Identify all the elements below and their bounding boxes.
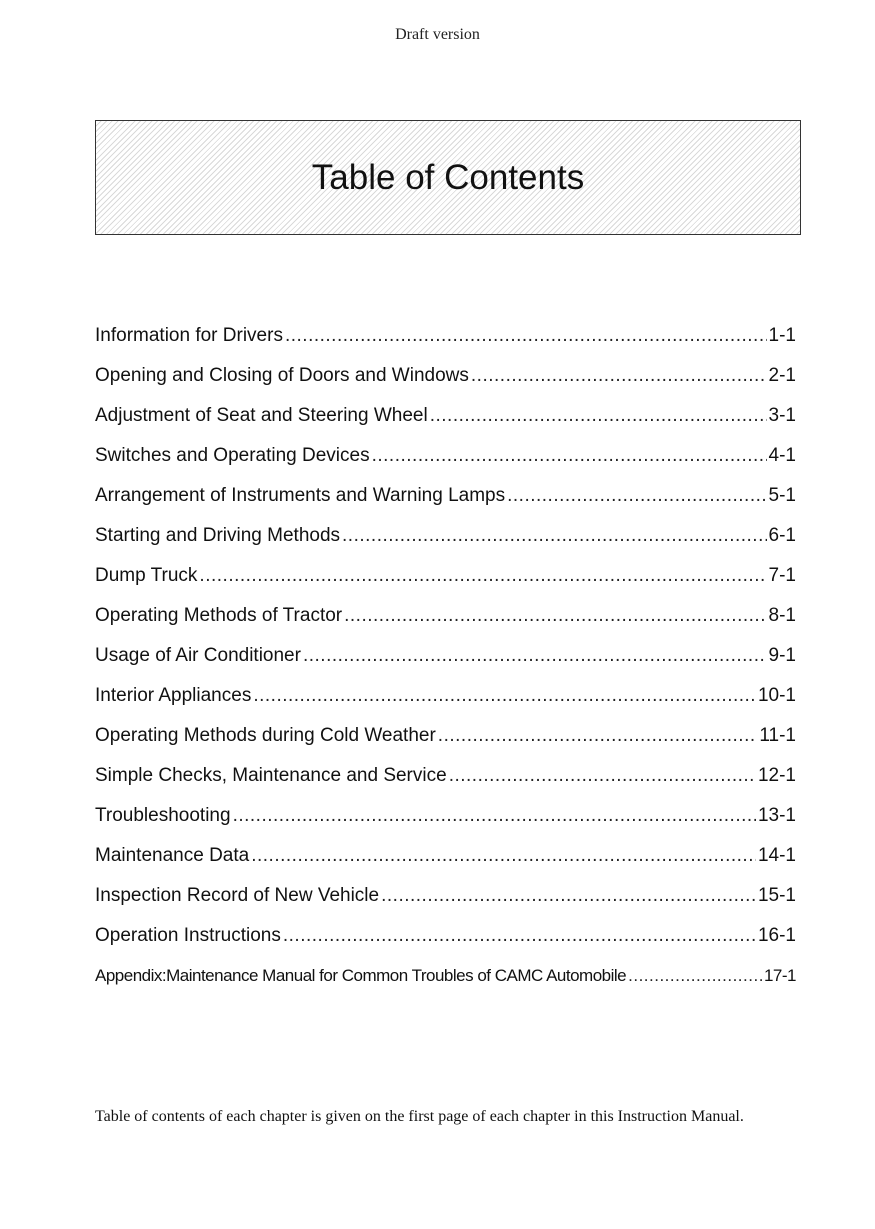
toc-dot-leader (372, 443, 767, 469)
toc-entry-title: Troubleshooting (95, 805, 231, 826)
toc-entry-title: Inspection Record of New Vehicle (95, 885, 380, 906)
toc-entry-title: Maintenance Data (95, 845, 250, 866)
toc-entry-title: Simple Checks, Maintenance and Service (95, 765, 447, 786)
toc-entry-page: 1-1 (768, 325, 796, 346)
toc-entry-page: 6-1 (768, 525, 796, 546)
toc-entry[interactable] (95, 756, 796, 796)
toc-entry-page: 9-1 (768, 645, 796, 666)
draft-version-note: Draft version (395, 26, 480, 43)
toc-entry-page: 8-1 (768, 605, 796, 626)
toc-dot-leader (471, 363, 767, 389)
toc-entry-title: Switches and Operating Devices (95, 445, 370, 466)
toc-entry-page: 3-1 (768, 405, 796, 426)
toc-entry-title: Appendix:Maintenance Manual for Common Troubles of CAMC Automobile (95, 966, 627, 985)
toc-dot-leader (199, 563, 766, 589)
toc-entry-page: 13-1 (757, 805, 796, 826)
toc-dot-leader (507, 483, 766, 509)
toc-entry-title: Dump Truck (95, 565, 198, 586)
toc-dot-leader (283, 923, 756, 949)
toc-dot-leader (233, 803, 756, 829)
toc-dot-leader (381, 883, 756, 909)
toc-entry[interactable] (95, 516, 796, 556)
toc-entry[interactable] (95, 676, 796, 716)
toc-entry[interactable] (95, 596, 796, 636)
title-banner (95, 120, 801, 235)
toc-entry-title: Adjustment of Seat and Steering Wheel (95, 405, 428, 426)
toc-entry-page: 12-1 (757, 765, 796, 786)
toc-entry-title: Usage of Air Conditioner (95, 645, 301, 666)
toc-entry[interactable] (95, 716, 796, 756)
toc-entry[interactable] (95, 836, 796, 876)
toc-entry-title: Operating Methods of Tractor (95, 605, 343, 626)
toc-entry[interactable] (95, 556, 796, 596)
toc-dot-leader (628, 963, 762, 989)
toc-entry-title: Interior Appliances (95, 685, 252, 706)
toc-entry[interactable] (95, 796, 796, 836)
toc-entry-title: Operating Methods during Cold Weather (95, 725, 436, 746)
toc-entry[interactable] (95, 396, 796, 436)
toc-dot-leader (344, 603, 766, 629)
page-title: Table of Contents (311, 157, 585, 197)
toc-entry-page: 15-1 (757, 885, 796, 906)
toc-entry-page: 17-1 (763, 966, 796, 985)
toc-entry-title: Starting and Driving Methods (95, 525, 341, 546)
toc-entry[interactable] (95, 476, 796, 516)
toc-dot-leader (342, 523, 767, 549)
toc-entry[interactable] (95, 436, 796, 476)
toc-entry[interactable] (95, 316, 796, 356)
toc-dot-leader (285, 323, 767, 349)
toc-entry[interactable] (95, 356, 796, 396)
toc-dot-leader (303, 643, 767, 669)
toc-entry[interactable] (95, 956, 796, 996)
toc-entry-title: Information for Drivers (95, 325, 283, 346)
toc-entry-title: Arrangement of Instruments and Warning Lamps (95, 485, 506, 506)
toc-dot-leader (253, 683, 756, 709)
toc-entry-page: 4-1 (768, 445, 796, 466)
toc-entry-page: 16-1 (757, 925, 796, 946)
toc-entry-page: 7-1 (768, 565, 796, 586)
toc-entry-page: 11-1 (759, 725, 796, 746)
toc-entry[interactable] (95, 636, 796, 676)
table-of-contents-list (95, 316, 796, 996)
toc-entry-page: 14-1 (757, 845, 796, 866)
toc-dot-leader (251, 843, 756, 869)
toc-entry-page: 2-1 (768, 365, 796, 386)
toc-entry-page: 10-1 (757, 685, 796, 706)
toc-dot-leader (438, 723, 758, 749)
toc-entry-title: Opening and Closing of Doors and Windows (95, 365, 469, 386)
toc-entry[interactable] (95, 916, 796, 956)
footnote: Table of contents of each chapter is given on the first page of each chapter in this Instruction Manual. (95, 1108, 744, 1125)
toc-entry-title: Operation Instructions (95, 925, 281, 946)
toc-entry[interactable] (95, 876, 796, 916)
toc-dot-leader (430, 403, 767, 429)
toc-dot-leader (449, 763, 756, 789)
toc-entry-page: 5-1 (768, 485, 796, 506)
